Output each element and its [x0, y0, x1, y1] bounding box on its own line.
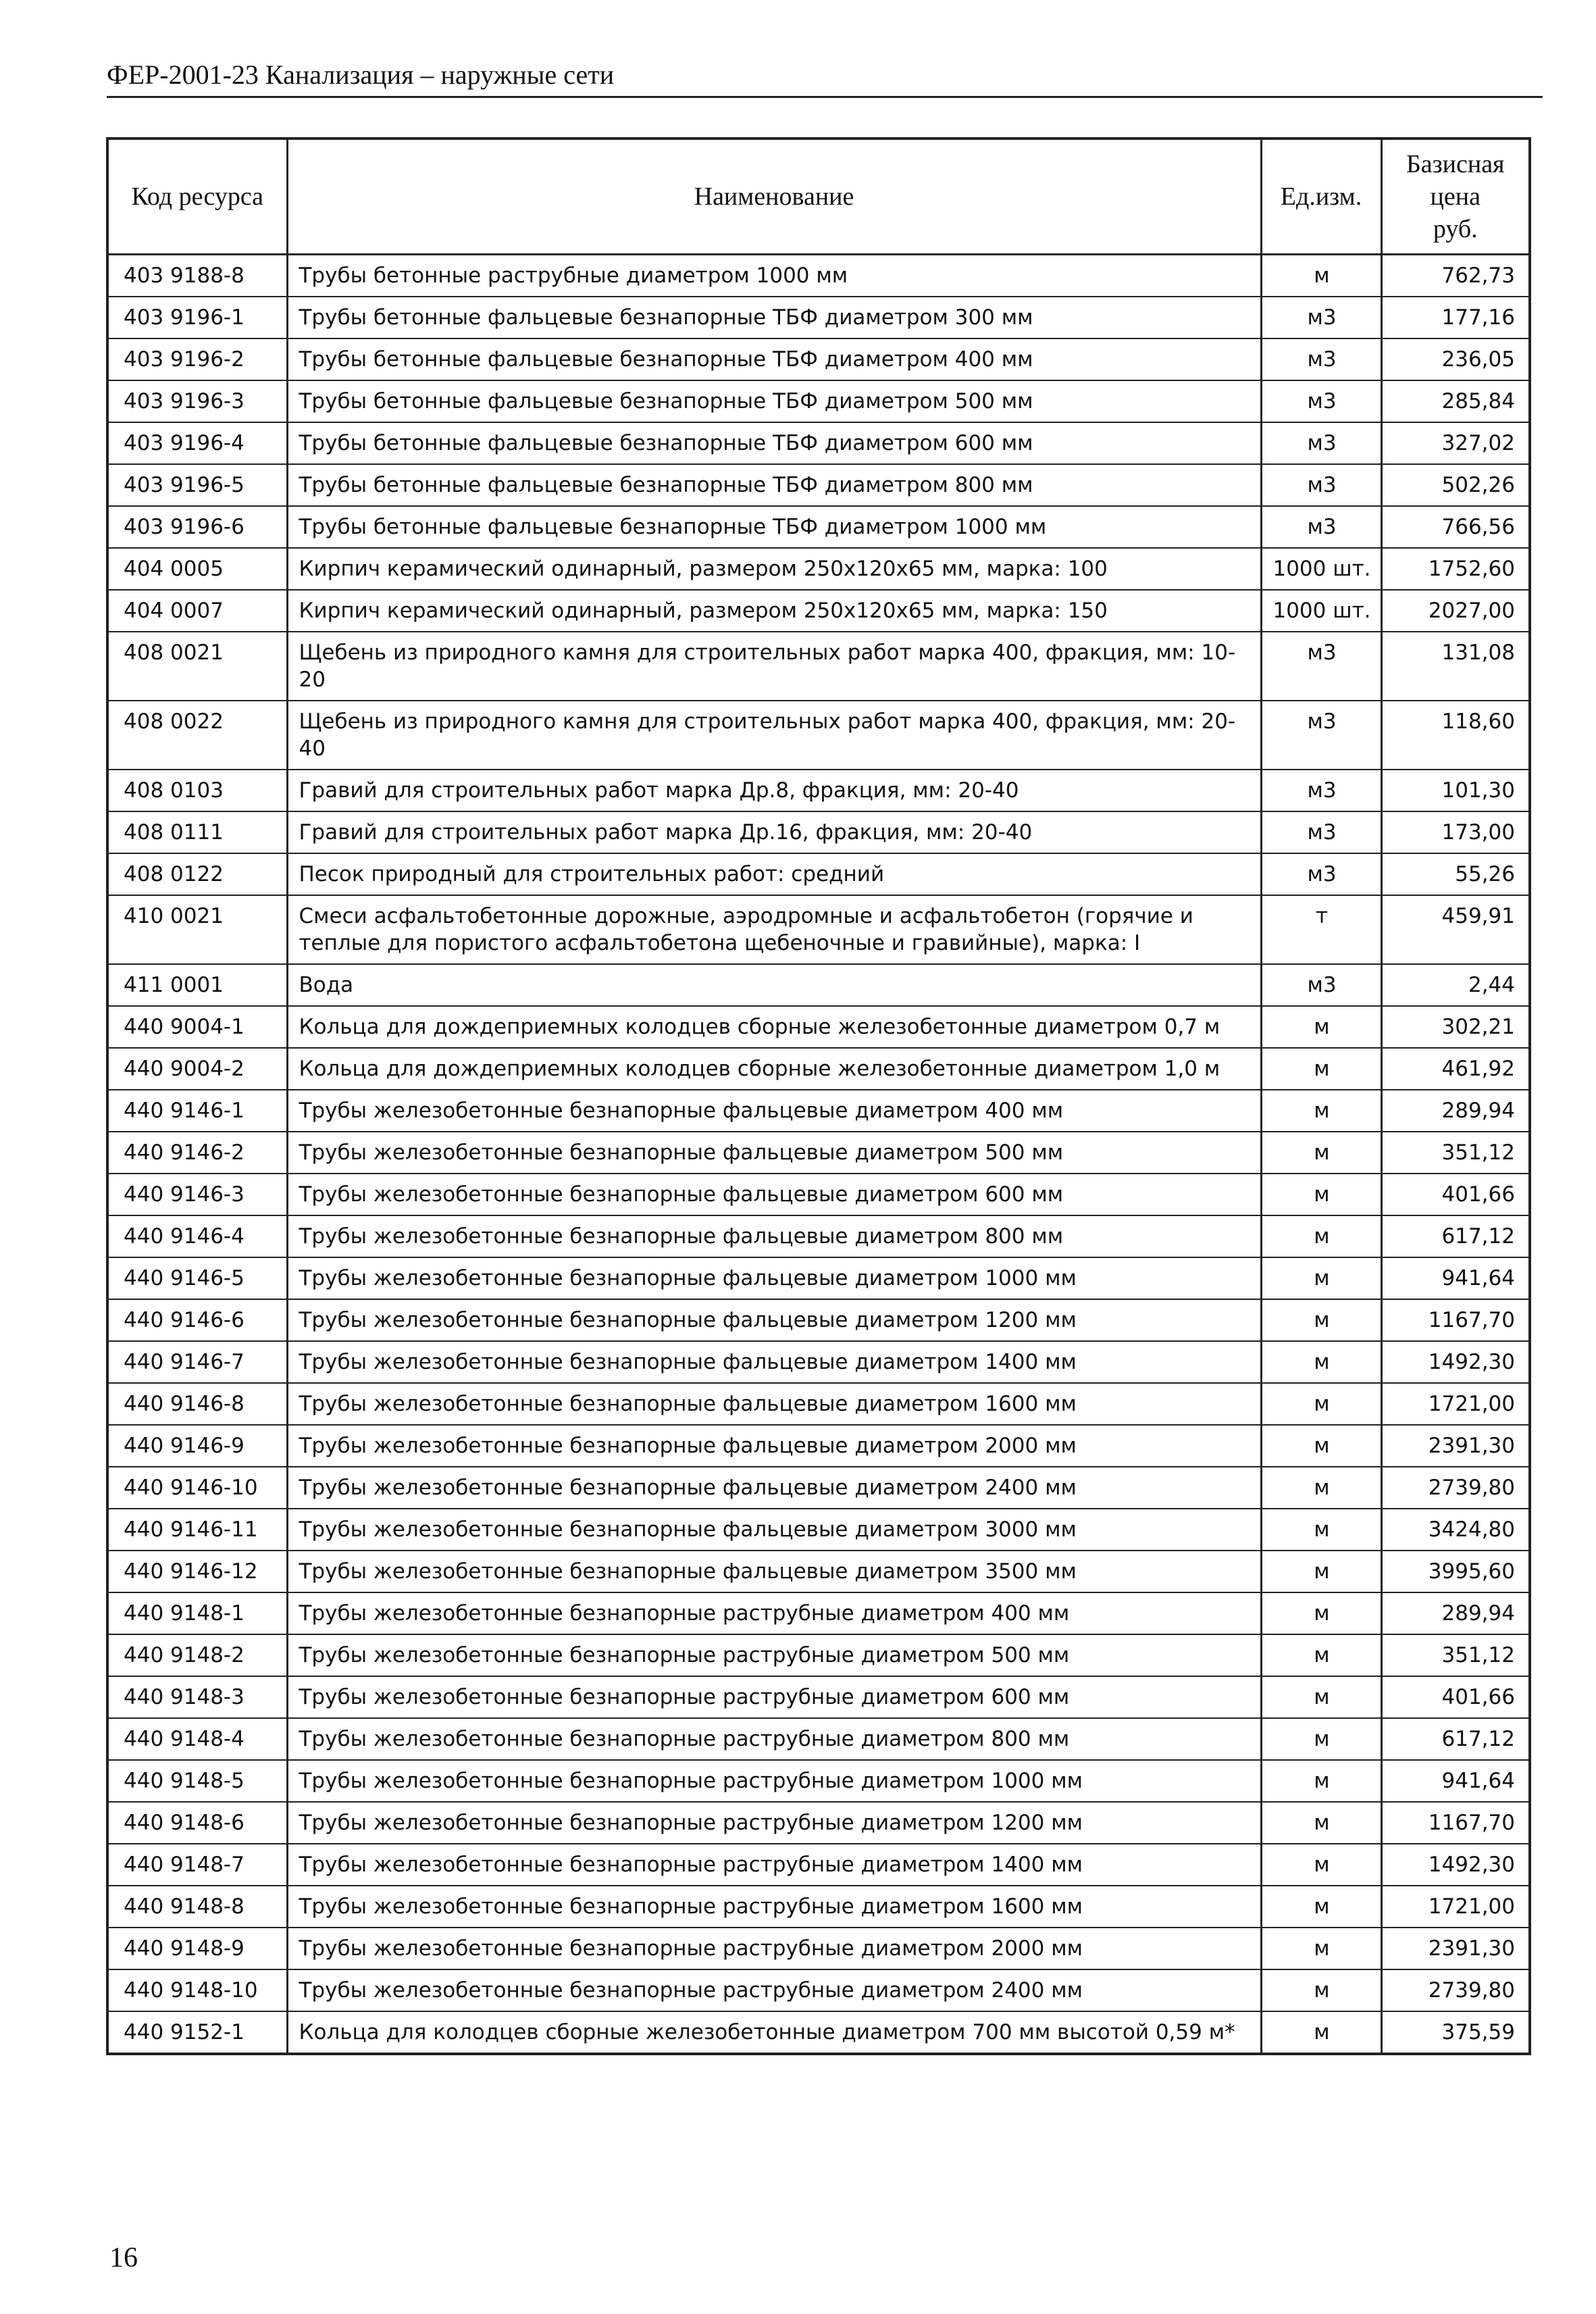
resource-name-cell: Трубы железобетонные безнапорные раструбные диаметром 1600 мм	[287, 1886, 1261, 1928]
table-body	[109, 255, 1528, 2053]
resource-code-cell: 440 9146-5	[109, 1257, 287, 1299]
unit-cell: м	[1261, 1760, 1381, 1802]
resource-code-cell: 440 9146-2	[109, 1132, 287, 1174]
resource-name-cell: Трубы железобетонные безнапорные фальцевые диаметром 500 мм	[287, 1132, 1261, 1174]
unit-cell: м	[1261, 1928, 1381, 1969]
table-row	[109, 895, 1528, 964]
unit-cell: м3	[1261, 338, 1381, 380]
unit-cell: м	[1261, 1467, 1381, 1509]
price-cell: 3424,80	[1381, 1509, 1528, 1551]
column-header-unit: Ед.изм.	[1261, 140, 1381, 255]
resource-code-cell: 408 0122	[109, 853, 287, 895]
table-row	[109, 2011, 1528, 2053]
resource-code-cell: 403 9196-6	[109, 506, 287, 548]
resource-name-cell: Трубы железобетонные безнапорные раструбные диаметром 1200 мм	[287, 1802, 1261, 1844]
table-row	[109, 1676, 1528, 1718]
table-row	[109, 1341, 1528, 1383]
resource-code-cell: 440 9146-7	[109, 1341, 287, 1383]
resource-code-cell: 408 0103	[109, 770, 287, 811]
table-row	[109, 1006, 1528, 1048]
price-cell: 401,66	[1381, 1174, 1528, 1215]
unit-cell: м	[1261, 1551, 1381, 1592]
table-row	[109, 1048, 1528, 1090]
unit-cell: м	[1261, 1844, 1381, 1886]
resource-code-cell: 403 9196-4	[109, 422, 287, 464]
unit-cell: м	[1261, 1425, 1381, 1467]
resource-name-cell: Трубы железобетонные безнапорные раструбные диаметром 1400 мм	[287, 1844, 1261, 1886]
resource-code-cell: 440 9148-7	[109, 1844, 287, 1886]
price-cell: 762,73	[1381, 255, 1528, 297]
resource-name-cell: Кирпич керамический одинарный, размером 250х120х65 мм, марка: 100	[287, 548, 1261, 590]
table-row	[109, 1802, 1528, 1844]
resource-code-cell: 403 9196-5	[109, 464, 287, 506]
unit-cell: м	[1261, 1383, 1381, 1425]
price-cell: 3995,60	[1381, 1551, 1528, 1592]
resource-code-cell: 440 9148-3	[109, 1676, 287, 1718]
unit-cell: м3	[1261, 464, 1381, 506]
resource-name-cell: Гравий для строительных работ марка Др.8, фракция, мм: 20-40	[287, 770, 1261, 811]
unit-cell: м3	[1261, 632, 1381, 701]
price-cell: 1492,30	[1381, 1844, 1528, 1886]
table-row	[109, 1886, 1528, 1928]
unit-cell: 1000 шт.	[1261, 590, 1381, 632]
unit-cell: м	[1261, 1299, 1381, 1341]
resource-name-cell: Кольца для дождеприемных колодцев сборные железобетонные диаметром 0,7 м	[287, 1006, 1261, 1048]
unit-cell: м	[1261, 2011, 1381, 2053]
table-row	[109, 1551, 1528, 1592]
table-row	[109, 1383, 1528, 1425]
resource-code-cell: 440 9146-11	[109, 1509, 287, 1551]
table-row	[109, 1928, 1528, 1969]
table-row	[109, 1592, 1528, 1634]
resource-code-cell: 440 9148-10	[109, 1969, 287, 2011]
resource-name-cell: Трубы бетонные фальцевые безнапорные ТБФ диаметром 800 мм	[287, 464, 1261, 506]
resource-name-cell: Кирпич керамический одинарный, размером 250х120х65 мм, марка: 150	[287, 590, 1261, 632]
resource-name-cell: Трубы бетонные фальцевые безнапорные ТБФ диаметром 400 мм	[287, 338, 1261, 380]
unit-cell: м	[1261, 1048, 1381, 1090]
resource-code-cell: 411 0001	[109, 964, 287, 1006]
resource-code-cell: 440 9148-5	[109, 1760, 287, 1802]
table-header-row	[109, 140, 1528, 255]
unit-cell: м	[1261, 1341, 1381, 1383]
resource-code-cell: 440 9148-2	[109, 1634, 287, 1676]
price-cell: 327,02	[1381, 422, 1528, 464]
price-cell: 1167,70	[1381, 1299, 1528, 1341]
price-cell: 2391,30	[1381, 1928, 1528, 1969]
resource-code-cell: 440 9146-12	[109, 1551, 287, 1592]
table-row	[109, 1467, 1528, 1509]
resource-name-cell: Трубы железобетонные безнапорные раструбные диаметром 800 мм	[287, 1718, 1261, 1760]
unit-cell: 1000 шт.	[1261, 548, 1381, 590]
price-cell: 285,84	[1381, 380, 1528, 422]
resource-name-cell: Вода	[287, 964, 1261, 1006]
resource-name-cell: Щебень из природного камня для строительных работ марка 400, фракция, мм: 20-40	[287, 701, 1261, 770]
unit-cell: м	[1261, 1215, 1381, 1257]
page-number: 16	[109, 2242, 138, 2273]
resource-name-cell: Трубы железобетонные безнапорные фальцевые диаметром 800 мм	[287, 1215, 1261, 1257]
unit-cell: м	[1261, 1174, 1381, 1215]
table-row	[109, 464, 1528, 506]
unit-cell: т	[1261, 895, 1381, 964]
resource-name-cell: Трубы бетонные фальцевые безнапорные ТБФ диаметром 600 мм	[287, 422, 1261, 464]
resource-name-cell: Трубы железобетонные безнапорные фальцевые диаметром 400 мм	[287, 1090, 1261, 1132]
price-table	[106, 137, 1531, 2055]
table-row	[109, 1844, 1528, 1886]
price-cell: 1721,00	[1381, 1886, 1528, 1928]
table-row	[109, 1760, 1528, 1802]
resource-name-cell: Трубы железобетонные безнапорные фальцевые диаметром 1400 мм	[287, 1341, 1261, 1383]
price-cell: 2391,30	[1381, 1425, 1528, 1467]
price-cell: 289,94	[1381, 1592, 1528, 1634]
table-row	[109, 1634, 1528, 1676]
resource-name-cell: Кольца для дождеприемных колодцев сборные железобетонные диаметром 1,0 м	[287, 1048, 1261, 1090]
price-cell: 173,00	[1381, 811, 1528, 853]
page-header	[107, 58, 1543, 98]
table-row	[109, 853, 1528, 895]
resource-name-cell: Трубы железобетонные безнапорные фальцевые диаметром 2000 мм	[287, 1425, 1261, 1467]
resource-code-cell: 440 9146-1	[109, 1090, 287, 1132]
resource-code-cell: 440 9152-1	[109, 2011, 287, 2053]
price-cell: 131,08	[1381, 632, 1528, 701]
resource-code-cell: 410 0021	[109, 895, 287, 964]
resource-code-cell: 404 0007	[109, 590, 287, 632]
unit-cell: м3	[1261, 422, 1381, 464]
resource-code-cell: 408 0021	[109, 632, 287, 701]
resource-name-cell: Трубы бетонные фальцевые безнапорные ТБФ диаметром 1000 мм	[287, 506, 1261, 548]
resource-code-cell: 440 9146-8	[109, 1383, 287, 1425]
unit-cell: м	[1261, 1676, 1381, 1718]
price-cell: 236,05	[1381, 338, 1528, 380]
resource-code-cell: 408 0111	[109, 811, 287, 853]
resource-code-cell: 440 9148-4	[109, 1718, 287, 1760]
table-row	[109, 1257, 1528, 1299]
resource-code-cell: 440 9146-9	[109, 1425, 287, 1467]
resource-code-cell: 403 9188-8	[124, 263, 244, 288]
resource-name-cell: Трубы железобетонные безнапорные фальцевые диаметром 1200 мм	[287, 1299, 1261, 1341]
table-row	[109, 506, 1528, 548]
column-header-code: Код ресурса	[109, 140, 287, 255]
table-row	[109, 701, 1528, 770]
resource-code-cell: 440 9146-10	[109, 1467, 287, 1509]
table-row	[109, 1090, 1528, 1132]
price-cell: 351,12	[1381, 1634, 1528, 1676]
table-row	[109, 770, 1528, 811]
resource-name-cell: Трубы бетонные фальцевые безнапорные ТБФ диаметром 300 мм	[287, 297, 1261, 338]
document-title: ФЕР-2001-23 Канализация – наружные сети	[107, 59, 615, 90]
price-cell: 2,44	[1381, 964, 1528, 1006]
price-cell: 1721,00	[1381, 1383, 1528, 1425]
table-row	[109, 632, 1528, 701]
price-cell: 351,12	[1381, 1132, 1528, 1174]
resource-code-cell: 440 9004-1	[109, 1006, 287, 1048]
unit-cell: м3	[1261, 380, 1381, 422]
table-row	[109, 1174, 1528, 1215]
resource-code-cell: 403 9196-2	[109, 338, 287, 380]
table-row	[109, 590, 1528, 632]
resource-code-cell: 440 9148-6	[109, 1802, 287, 1844]
unit-cell: м	[1261, 1969, 1381, 2011]
resource-code-cell: 440 9148-8	[109, 1886, 287, 1928]
unit-cell: м3	[1261, 770, 1381, 811]
resource-code-cell: 404 0005	[109, 548, 287, 590]
price-cell: 1167,70	[1381, 1802, 1528, 1844]
resource-code-cell: 440 9148-9	[109, 1928, 287, 1969]
resource-name-cell: Трубы бетонные раструбные диаметром 1000 мм	[287, 255, 1261, 297]
price-header-line: цена	[1430, 182, 1481, 211]
table-row	[109, 297, 1528, 338]
unit-cell: м3	[1261, 297, 1381, 338]
table-row	[109, 1969, 1528, 2011]
table-row	[109, 255, 1528, 297]
column-header-name: Наименование	[287, 140, 1261, 255]
unit-cell: м3	[1261, 811, 1381, 853]
resource-name-cell: Трубы железобетонные безнапорные раструбные диаметром 600 мм	[287, 1676, 1261, 1718]
unit-cell: м3	[1261, 701, 1381, 770]
resource-name-cell: Трубы железобетонные безнапорные раструбные диаметром 2000 мм	[287, 1928, 1261, 1969]
resource-name-cell: Смеси асфальтобетонные дорожные, аэродромные и асфальтобетон (горячие и теплые для пористого асфальтобетона щебеночные и гравийные), марка: I	[287, 895, 1261, 964]
unit-cell: м	[1261, 1090, 1381, 1132]
price-cell: 941,64	[1381, 1760, 1528, 1802]
price-header-line: Базисная	[1406, 150, 1505, 178]
resource-code-cell: 440 9146-6	[109, 1299, 287, 1341]
resource-name-cell: Трубы железобетонные безнапорные раструбные диаметром 2400 мм	[287, 1969, 1261, 2011]
table-row	[109, 1718, 1528, 1760]
resource-name-cell: Трубы железобетонные безнапорные фальцевые диаметром 1000 мм	[287, 1257, 1261, 1299]
resource-code-cell: 440 9004-2	[109, 1048, 287, 1090]
price-cell: 459,91	[1381, 895, 1528, 964]
resource-name-cell: Песок природный для строительных работ: средний	[287, 853, 1261, 895]
price-cell: 55,26	[1381, 853, 1528, 895]
price-cell: 289,94	[1381, 1090, 1528, 1132]
resource-code-cell: 403 9196-1	[109, 297, 287, 338]
unit-cell: м	[1261, 1802, 1381, 1844]
price-header-line: руб.	[1433, 215, 1478, 243]
unit-cell: м	[1261, 1006, 1381, 1048]
resource-name-cell: Щебень из природного камня для строительных работ марка 400, фракция, мм: 10-20	[287, 632, 1261, 701]
price-cell: 502,26	[1381, 464, 1528, 506]
price-cell: 766,56	[1381, 506, 1528, 548]
unit-cell: м3	[1261, 853, 1381, 895]
table-row	[109, 338, 1528, 380]
table-row	[109, 422, 1528, 464]
price-cell: 401,66	[1381, 1676, 1528, 1718]
resource-name-cell: Трубы железобетонные безнапорные фальцевые диаметром 3000 мм	[287, 1509, 1261, 1551]
price-cell: 1492,30	[1381, 1341, 1528, 1383]
table-row	[109, 1425, 1528, 1467]
resource-name-cell: Трубы железобетонные безнапорные раструбные диаметром 500 мм	[287, 1634, 1261, 1676]
resource-name-cell: Трубы железобетонные безнапорные фальцевые диаметром 1600 мм	[287, 1383, 1261, 1425]
unit-cell: м	[1261, 1886, 1381, 1928]
table-row	[109, 1132, 1528, 1174]
price-cell: 461,92	[1381, 1048, 1528, 1090]
price-cell: 1752,60	[1381, 548, 1528, 590]
price-cell: 302,21	[1381, 1006, 1528, 1048]
table-row	[109, 811, 1528, 853]
resource-code-cell: 408 0022	[109, 701, 287, 770]
unit-cell: м	[1261, 1509, 1381, 1551]
resource-code-cell: 440 9148-1	[109, 1592, 287, 1634]
unit-cell: м	[1261, 1718, 1381, 1760]
resource-name-cell: Кольца для колодцев сборные железобетонные диаметром 700 мм высотой 0,59 м*	[287, 2011, 1261, 2053]
resource-name-cell: Трубы бетонные фальцевые безнапорные ТБФ диаметром 500 мм	[287, 380, 1261, 422]
resource-name-cell: Гравий для строительных работ марка Др.16, фракция, мм: 20-40	[287, 811, 1261, 853]
resource-name-cell: Трубы железобетонные безнапорные фальцевые диаметром 2400 мм	[287, 1467, 1261, 1509]
price-cell: 118,60	[1381, 701, 1528, 770]
price-cell: 101,30	[1381, 770, 1528, 811]
unit-cell: м3	[1261, 506, 1381, 548]
unit-cell: м	[1261, 1257, 1381, 1299]
unit-cell: м	[1261, 1592, 1381, 1634]
resource-name-cell: Трубы железобетонные безнапорные фальцевые диаметром 600 мм	[287, 1174, 1261, 1215]
table-row	[109, 1509, 1528, 1551]
table-row	[109, 964, 1528, 1006]
price-cell: 177,16	[1381, 297, 1528, 338]
resource-code-cell: 440 9146-3	[109, 1174, 287, 1215]
resource-code-cell: 440 9146-4	[109, 1215, 287, 1257]
unit-cell: м	[1261, 1132, 1381, 1174]
price-cell: 2739,80	[1381, 1467, 1528, 1509]
price-cell: 2739,80	[1381, 1969, 1528, 2011]
price-cell: 2027,00	[1381, 590, 1528, 632]
resource-name-cell: Трубы железобетонные безнапорные раструбные диаметром 1000 мм	[287, 1760, 1261, 1802]
resource-code-cell: 403 9196-3	[109, 380, 287, 422]
price-cell: 941,64	[1381, 1257, 1528, 1299]
price-cell: 617,12	[1381, 1215, 1528, 1257]
column-header-price	[1381, 140, 1528, 255]
resource-name-cell: Трубы железобетонные безнапорные фальцевые диаметром 3500 мм	[287, 1551, 1261, 1592]
price-cell: 375,59	[1381, 2011, 1528, 2053]
table-row	[109, 1215, 1528, 1257]
price-cell: 617,12	[1381, 1718, 1528, 1760]
unit-cell: м3	[1261, 964, 1381, 1006]
resource-name-cell: Трубы железобетонные безнапорные раструбные диаметром 400 мм	[287, 1592, 1261, 1634]
unit-cell: м	[1261, 1634, 1381, 1676]
unit-cell: м	[1261, 255, 1381, 297]
table-row	[109, 1299, 1528, 1341]
table-row	[109, 380, 1528, 422]
table-row	[109, 548, 1528, 590]
